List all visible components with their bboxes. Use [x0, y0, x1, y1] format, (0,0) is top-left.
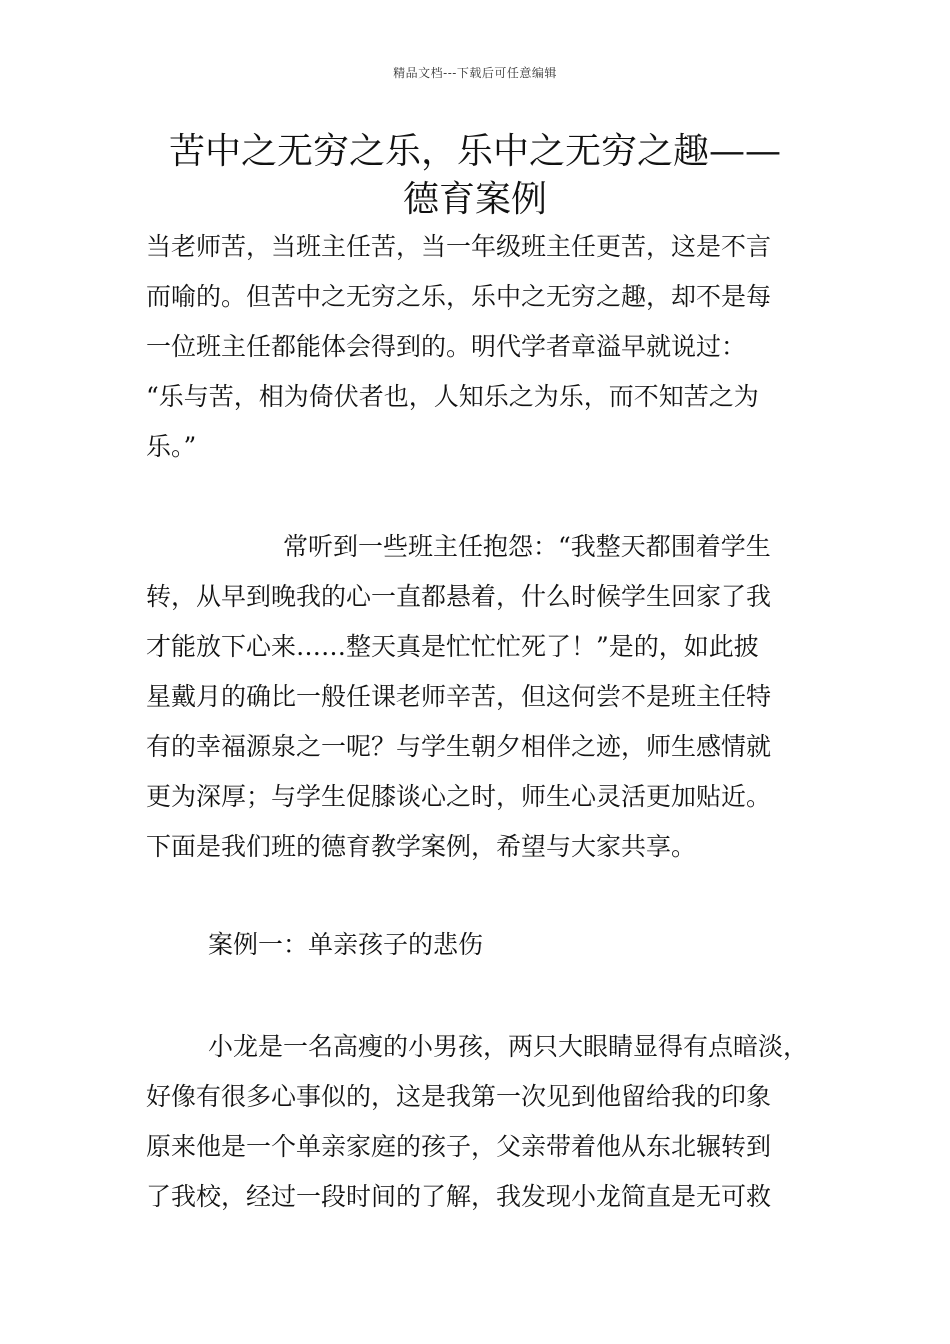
- body-line: 有的幸福源泉之一呢？与学生朝夕相伴之迹，师生感情就: [146, 732, 772, 761]
- body-line: 常听到一些班主任抱怨：“我整天都围着学生: [283, 532, 771, 561]
- body-line: 好像有很多心事似的，这是我第一次见到他留给我的印象: [146, 1082, 772, 1111]
- body-line: 星戴月的确比一般任课老师辛苦，但这何尝不是班主任特: [146, 682, 772, 711]
- body-line: 才能放下心来……整天真是忙忙忙死了！”是的，如此披: [146, 632, 759, 661]
- body-line: 小龙是一名高瘦的小男孩，两只大眼睛显得有点暗淡，: [208, 1032, 809, 1061]
- title-line-1: 苦中之无穷之乐，乐中之无穷之趣——: [168, 131, 781, 172]
- case-heading: 案例一：单亲孩子的悲伤: [208, 930, 484, 959]
- body-line: 一位班主任都能体会得到的。明代学者章溢早就说过：: [146, 332, 747, 361]
- body-line: 下面是我们班的德育教学案例，希望与大家共享。: [146, 832, 697, 861]
- body-line: 更为深厚；与学生促膝谈心之时，师生心灵活更加贴近。: [146, 782, 772, 811]
- header-note: 精品文档---下载后可任意编辑: [393, 66, 557, 80]
- body-line: “乐与苦，相为倚伏者也，人知乐之为乐，而不知苦之为: [146, 382, 759, 411]
- body-line: 了我校，经过一段时间的了解，我发现小龙简直是无可救: [146, 1182, 772, 1211]
- body-line: 当老师苦，当班主任苦，当一年级班主任更苦，这是不言: [146, 232, 772, 261]
- body-line: 转，从早到晚我的心一直都悬着，什么时候学生回家了我: [146, 582, 772, 611]
- body-line: 原来他是一个单亲家庭的孩子，父亲带着他从东北辗转到: [146, 1132, 772, 1161]
- body-line: 而喻的。但苦中之无穷之乐，乐中之无穷之趣，却不是每: [146, 282, 772, 311]
- body-line: 乐。”: [146, 432, 197, 461]
- title-line-2: 德育案例: [402, 179, 547, 220]
